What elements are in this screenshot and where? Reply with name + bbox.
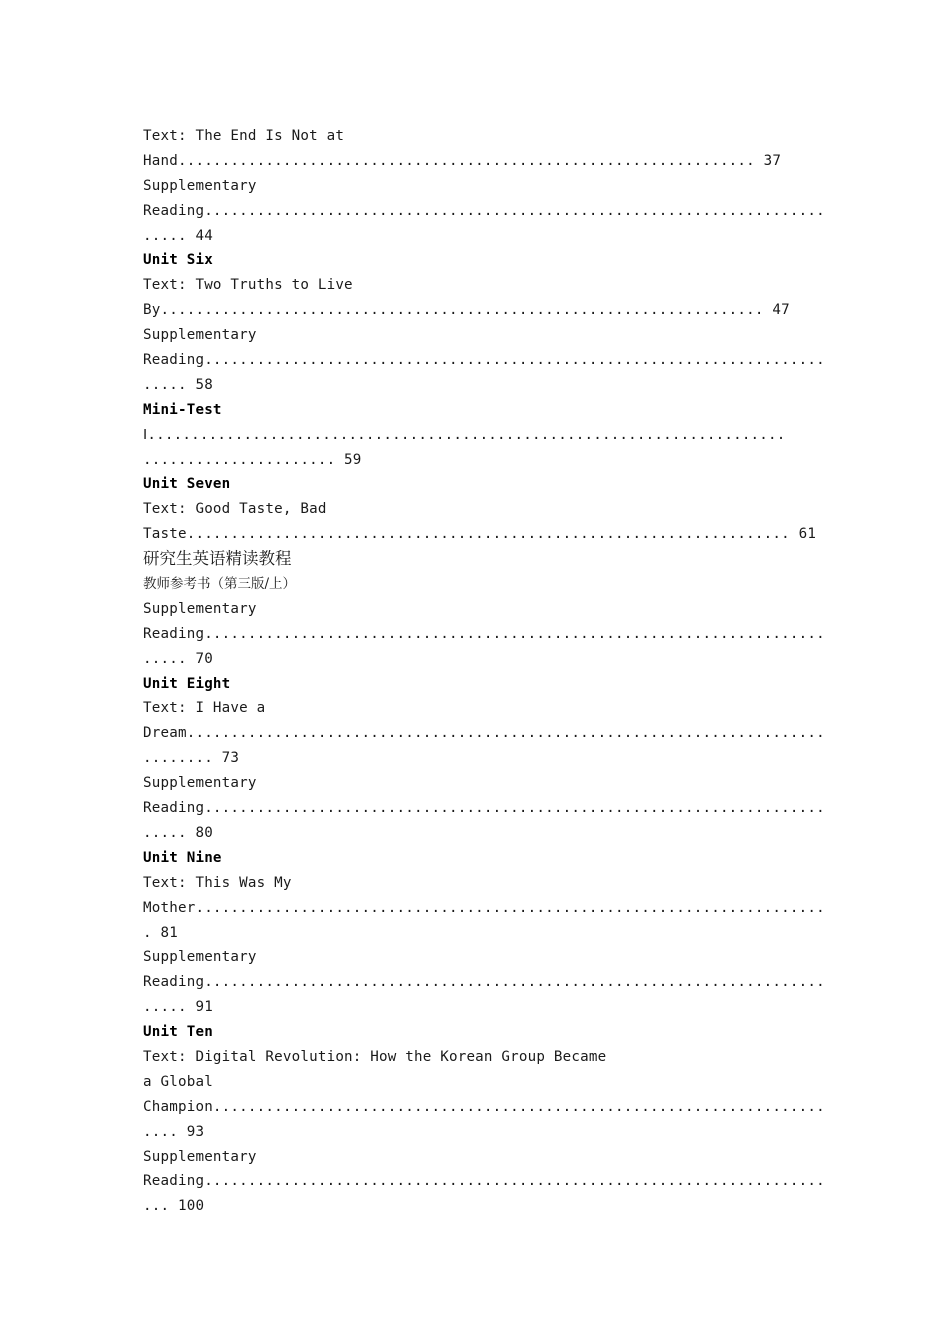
toc-line: Text: This Was My (143, 874, 292, 891)
book-title: 研究生英语精读教程 (143, 549, 292, 569)
toc-line: ..... 80 (143, 824, 213, 841)
toc-line: ........ 73 (143, 750, 240, 767)
toc-line: Reading....................................................................... (143, 625, 825, 642)
toc-line: Text: Good Taste, Bad (143, 501, 327, 518)
toc-line: ..... 58 (143, 376, 213, 393)
toc-line: Supplementary (143, 775, 257, 792)
toc-line: a Global (143, 1073, 213, 1090)
toc-line: Reading....................................................................... (143, 1173, 825, 1190)
toc-line: Reading....................................................................... (143, 202, 825, 219)
toc-line: Reading....................................................................... (143, 800, 825, 817)
unit-heading: Unit Seven (143, 476, 231, 493)
toc-line: ...................... 59 (143, 451, 362, 468)
toc-line: Supplementary (143, 949, 257, 966)
unit-heading: Unit Six (143, 252, 213, 269)
toc-line: ..... 44 (143, 227, 213, 244)
toc-line: Champion...................................................................... (143, 1098, 825, 1115)
toc-line: .... 93 (143, 1123, 205, 1140)
toc-line: By..................................................................... 47 (143, 302, 790, 319)
toc-line: ..... 91 (143, 999, 213, 1016)
toc-line: Supplementary (143, 327, 257, 344)
toc-line: Supplementary (143, 600, 257, 617)
toc-line: Text: Two Truths to Live (143, 277, 353, 294)
toc-line: Text: The End Is Not at (143, 128, 345, 144)
toc-line: Dream......................................................................... (143, 725, 825, 742)
unit-heading: Unit Nine (143, 849, 222, 866)
unit-heading: Mini-Test (143, 401, 222, 418)
toc-line: Text: Digital Revolution: How the Korean Group Became (143, 1048, 607, 1065)
toc-line: ... 100 (143, 1198, 205, 1215)
toc-line: Hand.................................................................. 37 (143, 152, 782, 169)
toc-line: Text: I Have a (143, 700, 266, 717)
toc-line: Ⅰ......................................................................... (143, 426, 786, 443)
toc-line: Reading....................................................................... (143, 974, 825, 991)
toc-line: Supplementary (143, 177, 257, 194)
toc-line: ..... 70 (143, 650, 213, 667)
unit-heading: Unit Eight (143, 675, 231, 692)
toc-line: Mother........................................................................ (143, 899, 825, 916)
toc-line: Taste..................................................................... 61 (143, 526, 817, 543)
unit-heading: Unit Ten (143, 1024, 213, 1041)
book-subtitle: 教师参考书（第三版/上） (143, 576, 297, 593)
toc-line: . 81 (143, 924, 178, 941)
toc-line: Reading....................................................................... (143, 352, 825, 369)
toc-line: Supplementary (143, 1148, 257, 1165)
table-of-contents (143, 124, 823, 1219)
